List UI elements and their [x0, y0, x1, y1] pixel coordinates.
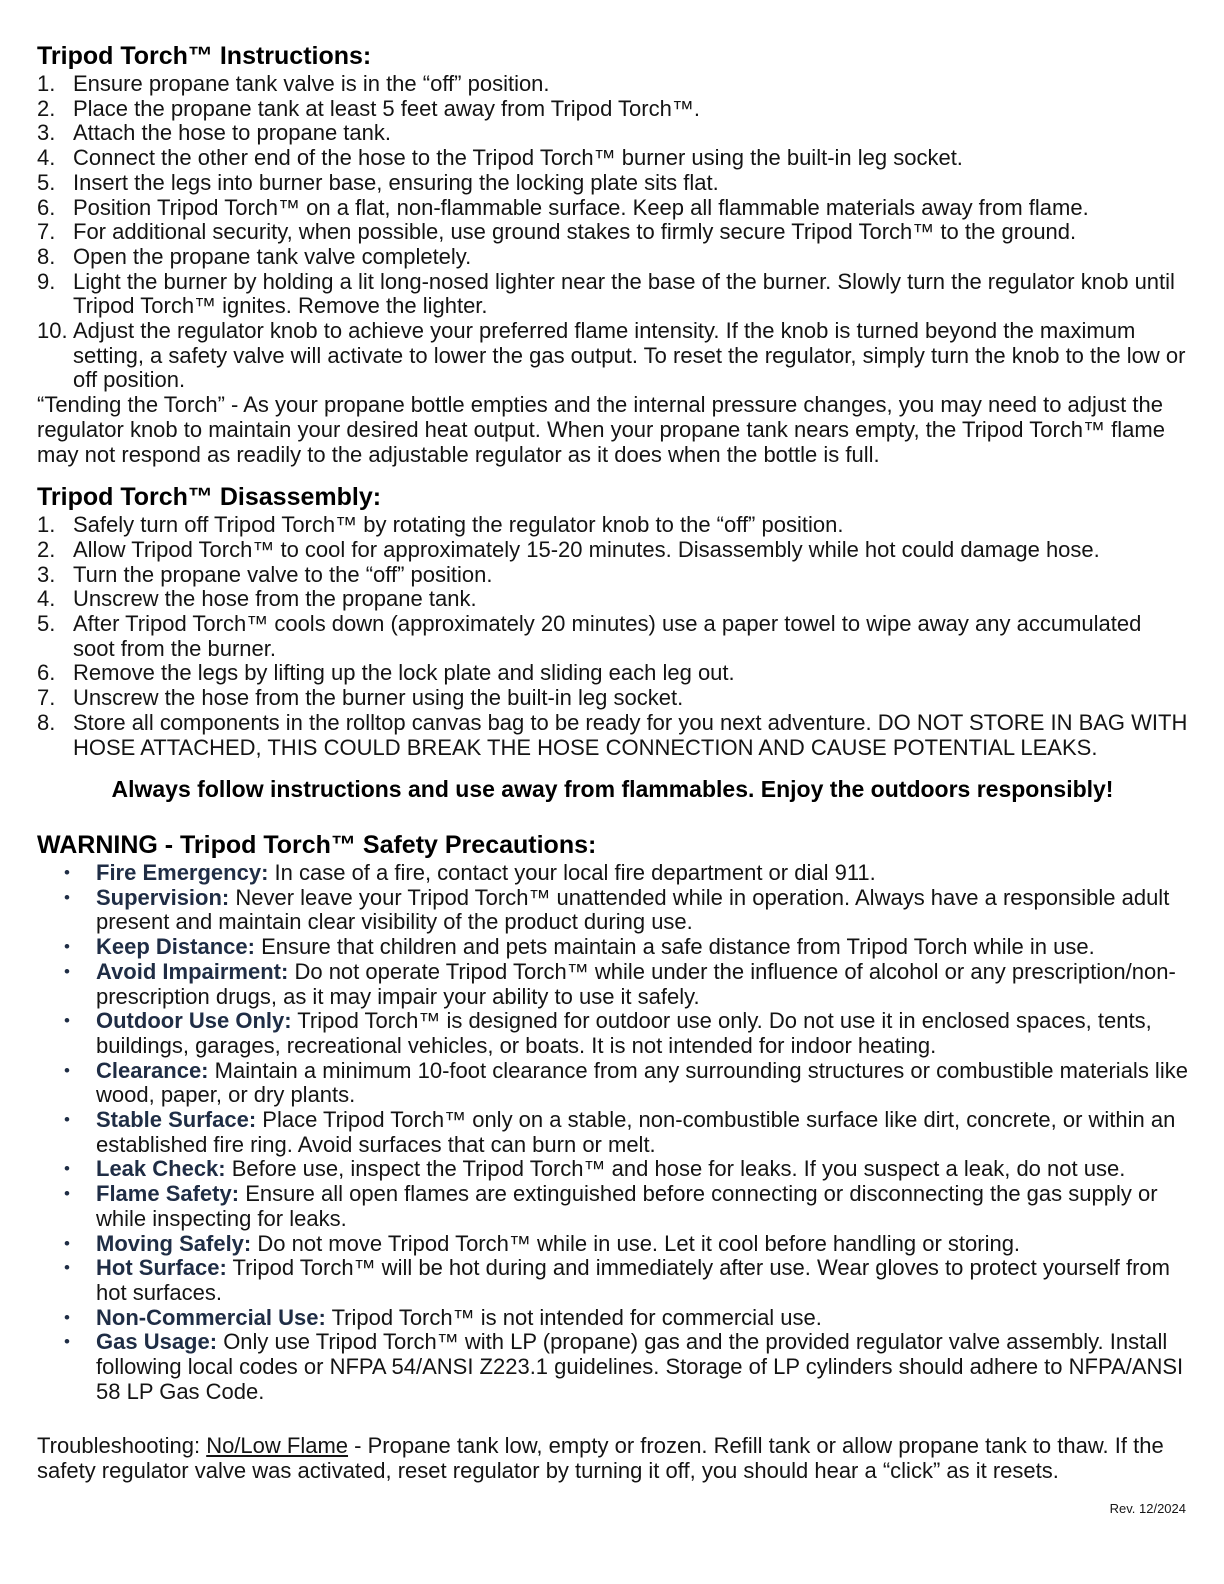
bullet-item-label: Leak Check: [96, 1156, 226, 1182]
numbered-list-item [37, 146, 1188, 171]
numbered-list-item [37, 171, 1188, 196]
list-item-number: 1. [37, 512, 56, 538]
list-item-text: Attach the hose to propane tank. [73, 120, 392, 146]
bullet-item-body: Tripod Torch™ will be hot during and immediately after use. Wear gloves to protect yourself from hot surfaces. [96, 1255, 1170, 1305]
list-item-text: Place the propane tank at least 5 feet away from Tripod Torch™. [73, 95, 700, 121]
bullet-list-item [37, 1330, 1188, 1404]
list-item-number: 5. [37, 611, 56, 637]
bullet-item-label: Supervision: [96, 884, 230, 910]
bullet-list-item [37, 1182, 1188, 1231]
list-item-number: 3. [37, 120, 56, 146]
bullet-item-body: Do not operate Tripod Torch™ while under the influence of alcohol or any prescription/non-prescription drugs, as it may impair your ability to use it safely. [96, 958, 1176, 1009]
numbered-list-item [37, 587, 1188, 612]
list-item-text: Insert the legs into burner base, ensuring the locking plate sits flat. [73, 169, 719, 195]
list-item-number: 5. [37, 169, 56, 195]
list-item-text: Position Tripod Torch™ on a flat, non-flammable surface. Keep all flammable materials away from flame. [73, 194, 1089, 220]
list-item-text: Unscrew the hose from the burner using the built-in leg socket. [73, 685, 684, 711]
troubleshooting-paragraph [37, 1434, 1188, 1483]
bullet-item-text [96, 1306, 1188, 1331]
list-item-text: For additional security, when possible, use ground stakes to firmly secure Tripod Torch™ to the ground. [73, 219, 1077, 245]
bullet-list-item [37, 935, 1188, 960]
list-item-text: Adjust the regulator knob to achieve your preferred flame intensity. If the knob is turned beyond the maximum setting, a safety valve will activate to lower the gas output. To reset the regulator, simply turn the knob to the low or off position. [73, 318, 1186, 393]
bullet-item-text [96, 1009, 1188, 1058]
bullet-item-text [96, 1330, 1188, 1404]
list-item-number: 8. [37, 243, 56, 269]
instructions-numbered-list [37, 72, 1188, 393]
bullet-item-text [96, 1256, 1188, 1305]
list-item-text: Safely turn off Tripod Torch™ by rotating the regulator knob to the “off” position. [73, 512, 844, 538]
list-item-number: 2. [37, 536, 56, 562]
bullet-item-label: Moving Safely: [96, 1230, 252, 1256]
bullet-item-label: Non-Commercial Use: [96, 1304, 326, 1330]
tending-the-torch-paragraph: “Tending the Torch” - As your propane bottle empties and the internal pressure changes, you may need to adjust the regulator knob to maintain your desired heat output. When your propane tank nears empty, the Tripod Torch™ flame may not respond as readily to the adjustable regulator as it does when the bottle is full. [37, 392, 1165, 467]
list-item-number: 7. [37, 685, 56, 711]
bullet-list-item [37, 1306, 1188, 1331]
numbered-list-item [37, 97, 1188, 122]
list-item-text: Allow Tripod Torch™ to cool for approximately 15-20 minutes. Disassembly while hot could damage hose. [73, 536, 1100, 562]
numbered-list-item [37, 686, 1188, 711]
numbered-list-item [37, 513, 1188, 538]
safety-notice-line: Always follow instructions and use away from flammables. Enjoy the outdoors responsibly! [111, 776, 1114, 803]
numbered-list-item [37, 196, 1188, 221]
numbered-list-item [37, 72, 1188, 97]
list-item-number: 2. [37, 95, 56, 121]
list-item-text: Ensure propane tank valve is in the “off” position. [73, 71, 550, 96]
bullet-list-item [37, 960, 1188, 1009]
bullet-list-item [37, 1256, 1188, 1305]
list-item-number: 8. [37, 709, 56, 735]
bullet-icon: • [64, 862, 70, 882]
list-item-text: Unscrew the hose from the propane tank. [73, 586, 477, 612]
bullet-icon: • [64, 961, 70, 981]
list-item-text: Store all components in the rolltop canvas bag to be ready for you next adventure. DO NOT STORE IN BAG WITH HOSE ATTACHED, THIS COULD BREAK THE HOSE CONNECTION AND CAUSE POTENTIAL LEAKS. [73, 709, 1188, 760]
list-item-text: Open the propane tank valve completely. [73, 243, 472, 269]
bullet-item-body: Never leave your Tripod Torch™ unattended while in operation. Always have a responsible adult present and maintain clear visibility of the product during use. [96, 884, 1170, 935]
list-item-text: Connect the other end of the hose to the Tripod Torch™ burner using the built-in leg socket. [73, 145, 963, 171]
bullet-item-body: In case of a fire, contact your local fire department or dial 911. [274, 859, 876, 885]
list-item-text: Remove the legs by lifting up the lock plate and sliding each leg out. [73, 660, 735, 686]
list-item-number: 6. [37, 194, 56, 220]
bullet-item-label: Outdoor Use Only: [96, 1008, 292, 1034]
bullet-item-label: Fire Emergency: [96, 859, 269, 885]
bullet-icon: • [64, 1159, 70, 1179]
bullet-item-label: Stable Surface: [96, 1107, 257, 1133]
bullet-item-text [96, 1182, 1188, 1231]
numbered-list-item [37, 538, 1188, 563]
bullet-item-body: Ensure that children and pets maintain a safe distance from Tripod Torch while in use. [261, 934, 1095, 960]
bullet-icon: • [64, 1258, 70, 1278]
list-item-number: 7. [37, 219, 56, 245]
bullet-item-text [96, 1232, 1188, 1257]
bullet-list-item [37, 886, 1188, 935]
bullet-item-text [96, 1059, 1188, 1108]
troubleshooting-body: - Propane tank low, empty or frozen. Refill tank or allow propane tank to thaw. If the safety regulator valve was activated, reset regulator by turning it off, you should hear a “click” as it resets. [37, 1433, 1164, 1484]
disassembly-heading: Tripod Torch™ Disassembly: [37, 483, 382, 512]
bullet-item-text [96, 886, 1188, 935]
numbered-list-item [37, 563, 1188, 588]
troubleshooting-underlined-term: No/Low Flame [206, 1433, 349, 1459]
list-item-number: 1. [37, 71, 56, 96]
bullet-item-label: Gas Usage: [96, 1329, 218, 1355]
list-item-number: 3. [37, 561, 56, 587]
list-item-number: 6. [37, 660, 56, 686]
bullet-list-item [37, 861, 1188, 886]
bullet-icon: • [64, 1060, 70, 1080]
instructions-heading: Tripod Torch™ Instructions: [37, 42, 372, 70]
bullet-item-label: Hot Surface: [96, 1255, 227, 1281]
revision-footer: Rev. 12/2024 [1109, 1500, 1186, 1516]
list-item-text: Turn the propane valve to the “off” position. [73, 561, 493, 587]
bullet-item-body: Tripod Torch™ is designed for outdoor use only. Do not use it in enclosed spaces, tents, buildings, garages, recreational vehicles, or boats. It is not intended for indoor heating. [96, 1008, 1152, 1058]
bullet-item-label: Clearance: [96, 1057, 209, 1083]
bullet-item-body: Place Tripod Torch™ only on a stable, non-combustible surface like dirt, concrete, or within an established fire ring. Avoid surfaces that can burn or melt. [96, 1107, 1176, 1157]
bullet-item-text [96, 1157, 1188, 1182]
bullet-item-body: Maintain a minimum 10-foot clearance from any surrounding structures or combustible materials like wood, paper, or dry plants. [96, 1057, 1188, 1108]
troubleshooting-prefix: Troubleshooting: [37, 1433, 207, 1459]
bullet-item-text [96, 960, 1188, 1009]
list-item-number: 4. [37, 145, 56, 171]
numbered-list-item [37, 319, 1188, 393]
numbered-list-item [37, 245, 1188, 270]
disassembly-numbered-list [37, 513, 1188, 760]
list-item-number: 10. [37, 318, 68, 344]
bullet-item-label: Flame Safety: [96, 1181, 240, 1207]
bullet-item-text [96, 861, 1188, 886]
bullet-icon: • [64, 1011, 70, 1031]
bullet-item-body: Do not move Tripod Torch™ while in use. Let it cool before handling or storing. [257, 1230, 1021, 1256]
warning-heading: WARNING - Tripod Torch™ Safety Precautions: [37, 830, 597, 859]
bullet-icon: • [64, 1332, 70, 1352]
bullet-list-item [37, 1108, 1188, 1157]
numbered-list-item [37, 711, 1188, 760]
bullet-list-item [37, 1232, 1188, 1257]
list-item-number: 9. [37, 268, 56, 294]
bullet-icon: • [64, 887, 70, 907]
numbered-list-item [37, 220, 1188, 245]
bullet-item-body: Only use Tripod Torch™ with LP (propane) gas and the provided regulator valve assembly. Install following local codes or NFPA 54/ANSI Z223.1 guidelines. Storage of LP cylinders should adhere to NFPA/ANSI 58 LP Gas Code. [96, 1329, 1184, 1404]
bullet-item-body: Tripod Torch™ is not intended for commercial use. [331, 1304, 822, 1330]
bullet-item-body: Before use, inspect the Tripod Torch™ and hose for leaks. If you suspect a leak, do not use. [231, 1156, 1126, 1182]
list-item-text: After Tripod Torch™ cools down (approximately 20 minutes) use a paper towel to wipe away any accumulated soot from the burner. [73, 611, 1142, 661]
numbered-list-item [37, 121, 1188, 146]
bullet-list-item [37, 1157, 1188, 1182]
bullet-item-body: Ensure all open flames are extinguished before connecting or disconnecting the gas supply or while inspecting for leaks. [96, 1181, 1158, 1231]
bullet-list-item [37, 1059, 1188, 1108]
bullet-item-label: Avoid Impairment: [96, 958, 289, 984]
bullet-item-label: Keep Distance: [96, 934, 255, 960]
bullet-icon: • [64, 1184, 70, 1204]
list-item-text: Light the burner by holding a lit long-nosed lighter near the base of the burner. Slowly turn the regulator knob until Tripod Torch™ ignites. Remove the lighter. [73, 268, 1175, 319]
bullet-icon: • [64, 1233, 70, 1253]
bullet-item-text [96, 935, 1188, 960]
numbered-list-item [37, 612, 1188, 661]
bullet-icon: • [64, 1307, 70, 1327]
bullet-icon: • [64, 1110, 70, 1130]
bullet-item-text [96, 1108, 1188, 1157]
numbered-list-item [37, 270, 1188, 319]
safety-bullet-list [37, 861, 1188, 1404]
bullet-list-item [37, 1009, 1188, 1058]
list-item-number: 4. [37, 586, 56, 612]
numbered-list-item [37, 661, 1188, 686]
bullet-icon: • [64, 937, 70, 957]
